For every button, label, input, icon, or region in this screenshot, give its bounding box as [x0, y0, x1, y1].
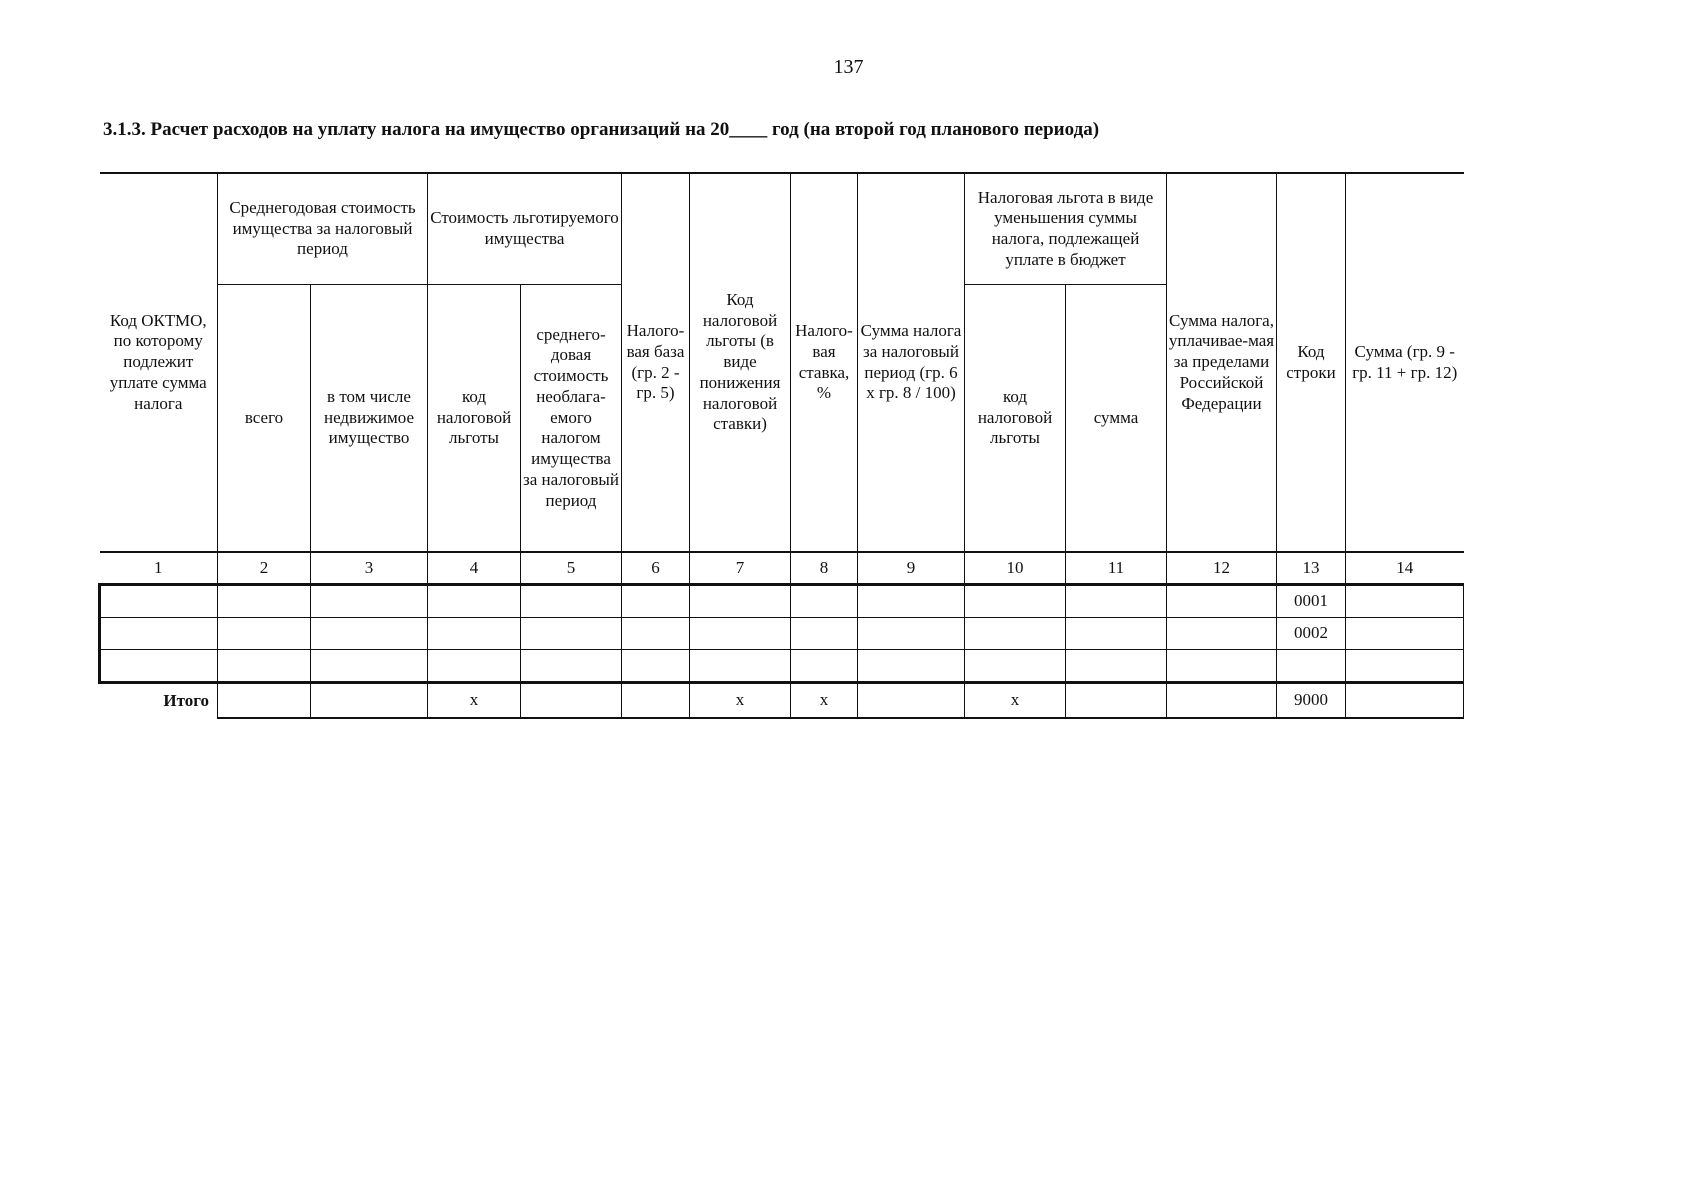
- data-cell[interactable]: [1167, 618, 1277, 650]
- data-cell[interactable]: [858, 618, 965, 650]
- table-row: [100, 650, 1464, 683]
- data-cell[interactable]: [1167, 585, 1277, 618]
- header-line-code: Код строки: [1277, 173, 1346, 552]
- header-benefit-amount: сумма: [1066, 285, 1167, 553]
- data-cell[interactable]: [428, 650, 521, 683]
- data-cell[interactable]: [965, 650, 1066, 683]
- header-real-estate-value: в том числе недвижимое имущество: [311, 285, 428, 553]
- data-cell[interactable]: [965, 585, 1066, 618]
- data-cell[interactable]: [428, 618, 521, 650]
- total-cell[interactable]: [1346, 683, 1464, 719]
- line-code-cell: [1277, 650, 1346, 683]
- header-group-average-value: Среднегодовая стоимость имущества за налоговый период: [218, 173, 428, 285]
- data-cell[interactable]: [218, 585, 311, 618]
- column-number: 11: [1066, 552, 1167, 585]
- header-tax-rate: Налого-вая ставка, %: [791, 173, 858, 552]
- header-foreign-tax: Сумма налога, уплачивае-мая за пределами Российской Федерации: [1167, 173, 1277, 552]
- total-cell[interactable]: [311, 683, 428, 719]
- header-total-value: всего: [218, 285, 311, 553]
- data-cell[interactable]: [622, 585, 690, 618]
- total-cell[interactable]: [858, 683, 965, 719]
- total-cell[interactable]: [521, 683, 622, 719]
- header-rate-benefit-code: Код налоговой льготы (в виде понижения налоговой ставки): [690, 173, 791, 552]
- total-line-code: 9000: [1277, 683, 1346, 719]
- total-x-mark: x: [428, 683, 521, 719]
- data-cell[interactable]: [690, 585, 791, 618]
- oktmo-cell[interactable]: [100, 618, 218, 650]
- header-group-exempt-property: Стоимость льготируемого имущества: [428, 173, 622, 285]
- data-cell[interactable]: [1346, 585, 1464, 618]
- header-group-tax-benefit: Налоговая льгота в виде уменьшения суммы налога, подлежащей уплате в бюджет: [965, 173, 1167, 285]
- header-exempt-average-value: среднего-довая стоимость необлага-емого налогом имущества за налоговый период: [521, 285, 622, 553]
- line-code-cell: 0002: [1277, 618, 1346, 650]
- data-cell[interactable]: [218, 618, 311, 650]
- data-cell[interactable]: [311, 650, 428, 683]
- header-oktmo-code: Код ОКТМО, по которому подлежит уплате сумма налога: [100, 173, 218, 552]
- column-number: 5: [521, 552, 622, 585]
- data-cell[interactable]: [1066, 585, 1167, 618]
- column-number: 9: [858, 552, 965, 585]
- table-row: [100, 585, 1464, 618]
- column-number: 7: [690, 552, 791, 585]
- column-number: 6: [622, 552, 690, 585]
- column-number: 1: [100, 552, 218, 585]
- header-tax-amount: Сумма налога за налоговый период (гр. 6 х гр. 8 / 100): [858, 173, 965, 552]
- column-number: 14: [1346, 552, 1464, 585]
- column-number: 8: [791, 552, 858, 585]
- column-number: 13: [1277, 552, 1346, 585]
- oktmo-cell[interactable]: [100, 585, 218, 618]
- data-cell[interactable]: [521, 618, 622, 650]
- total-label: Итого: [100, 683, 218, 719]
- data-cell[interactable]: [311, 585, 428, 618]
- data-cell[interactable]: [521, 585, 622, 618]
- data-cell[interactable]: [791, 585, 858, 618]
- column-number: 10: [965, 552, 1066, 585]
- data-cell[interactable]: [1066, 650, 1167, 683]
- page-number: 137: [833, 56, 864, 78]
- data-cell[interactable]: [690, 650, 791, 683]
- data-cell[interactable]: [218, 650, 311, 683]
- table-row: [100, 618, 1464, 650]
- header-total-sum: Сумма (гр. 9 - гр. 11 + гр. 12): [1346, 173, 1464, 552]
- line-code-cell: 0001: [1277, 585, 1346, 618]
- total-cell[interactable]: [1167, 683, 1277, 719]
- column-number: 12: [1167, 552, 1277, 585]
- data-cell[interactable]: [858, 650, 965, 683]
- data-cell[interactable]: [622, 618, 690, 650]
- data-cell[interactable]: [858, 585, 965, 618]
- document-title: 3.1.3. Расчет расходов на уплату налога на имущество организаций на 20____ год (на второй год планового периода): [103, 119, 1100, 140]
- oktmo-cell[interactable]: [100, 650, 218, 683]
- data-cell[interactable]: [965, 618, 1066, 650]
- data-cell[interactable]: [791, 650, 858, 683]
- column-number: 4: [428, 552, 521, 585]
- header-exemption-code: код налоговой льготы: [428, 285, 521, 553]
- data-cell[interactable]: [690, 618, 791, 650]
- data-cell[interactable]: [1167, 650, 1277, 683]
- total-x-mark: x: [965, 683, 1066, 719]
- total-x-mark: x: [791, 683, 858, 719]
- column-number: 2: [218, 552, 311, 585]
- data-cell[interactable]: [521, 650, 622, 683]
- total-cell[interactable]: [218, 683, 311, 719]
- data-cell[interactable]: [311, 618, 428, 650]
- total-cell[interactable]: [622, 683, 690, 719]
- column-number: 3: [311, 552, 428, 585]
- header-benefit-code: код налоговой льготы: [965, 285, 1066, 553]
- data-cell[interactable]: [622, 650, 690, 683]
- header-tax-base: Налого-вая база (гр. 2 - гр. 5): [622, 173, 690, 552]
- total-x-mark: x: [690, 683, 791, 719]
- data-cell[interactable]: [1346, 618, 1464, 650]
- data-cell[interactable]: [1346, 650, 1464, 683]
- tax-calculation-table: [98, 172, 1464, 719]
- data-cell[interactable]: [1066, 618, 1167, 650]
- total-row: [100, 683, 1464, 719]
- data-cell[interactable]: [428, 585, 521, 618]
- total-cell[interactable]: [1066, 683, 1167, 719]
- data-cell[interactable]: [791, 618, 858, 650]
